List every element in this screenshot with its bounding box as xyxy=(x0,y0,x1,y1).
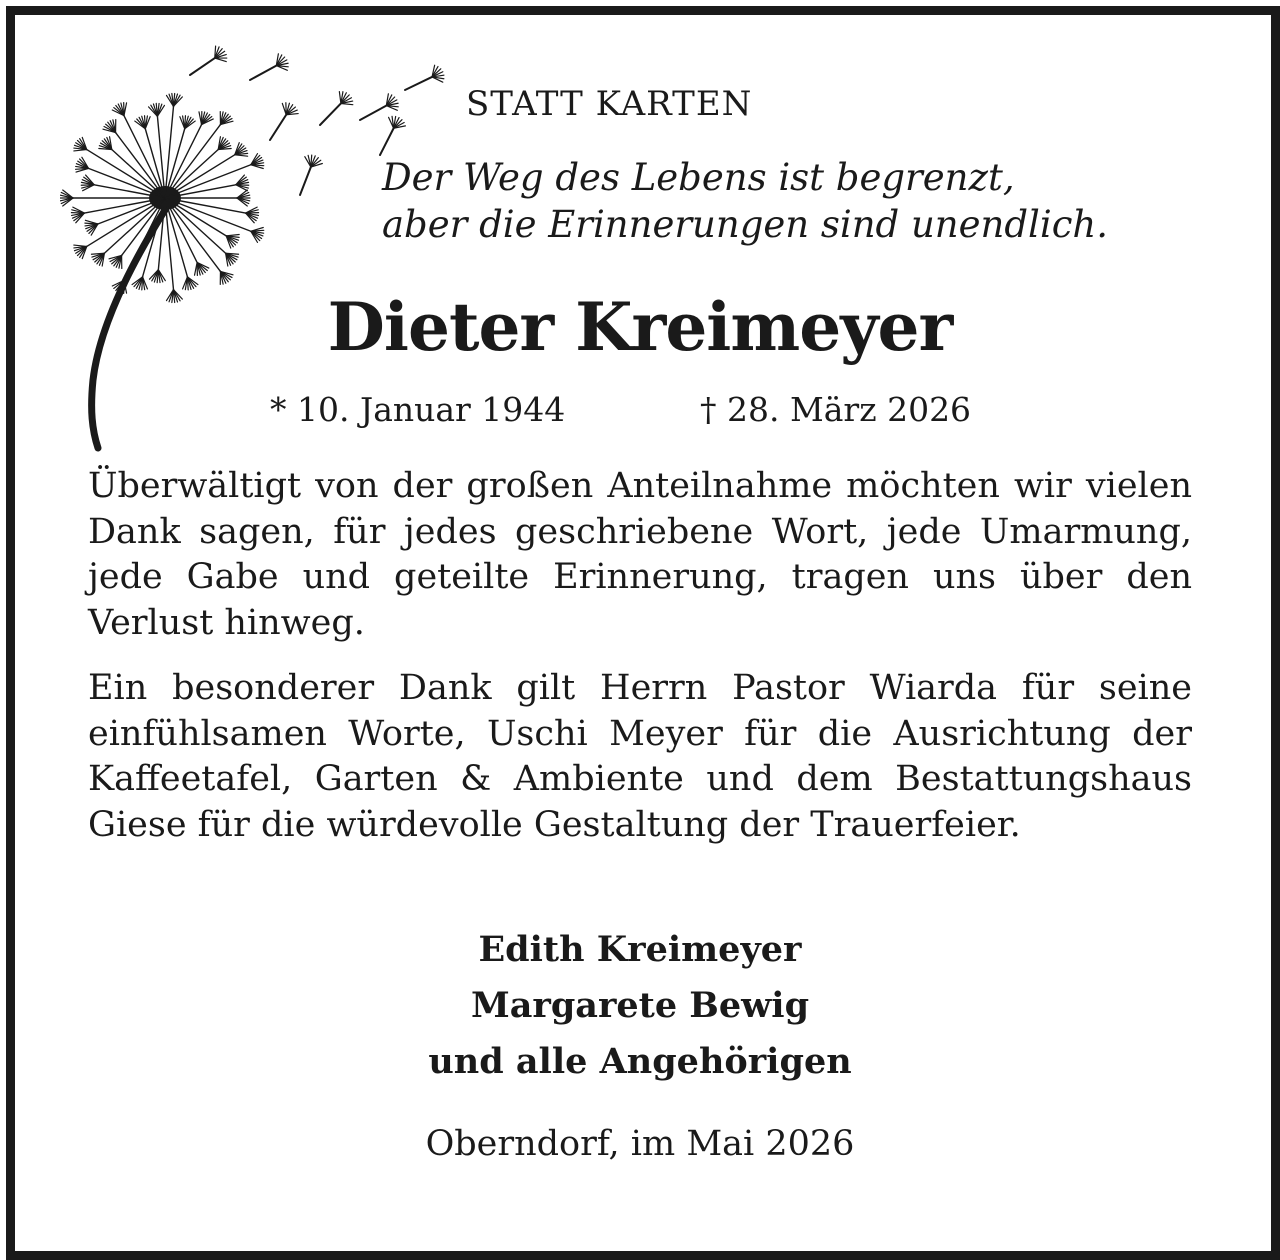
memorial-quote xyxy=(382,154,1108,248)
death-date: † 28. März 2026 xyxy=(700,390,971,429)
quote-line-1: Der Weg des Lebens ist begrenzt, xyxy=(382,154,1108,201)
statt-karten-label: STATT KARTEN xyxy=(466,84,752,124)
deceased-name: Dieter Kreimeyer xyxy=(0,288,1280,366)
quote-line-2: aber die Erinnerungen sind unendlich. xyxy=(382,201,1108,248)
birth-date: * 10. Januar 1944 xyxy=(270,390,565,429)
signer-1: Edith Kreimeyer xyxy=(0,922,1280,978)
place-date: Oberndorf, im Mai 2026 xyxy=(0,1124,1280,1164)
signers-block xyxy=(0,922,1280,1090)
thanks-paragraph-2: Ein besonderer Dank gilt Herrn Pastor Wiarda für seine einfühlsamen Worte, Uschi Meyer für die Ausrichtung der Kaffeetafel, Garten & Ambiente und dem Bestattungshaus Giese für die würdevolle Gestaltung der Trauerfeier. xyxy=(88,666,1192,848)
signer-3: und alle Angehörigen xyxy=(0,1034,1280,1090)
signer-2: Margarete Bewig xyxy=(0,978,1280,1034)
thanks-paragraph-1: Überwältigt von der großen Anteilnahme möchten wir vielen Dank sagen, für jedes geschriebene Wort, jede Umarmung, jede Gabe und geteilte Erinnerung, tragen uns über den Verlust hinweg. xyxy=(88,464,1192,646)
